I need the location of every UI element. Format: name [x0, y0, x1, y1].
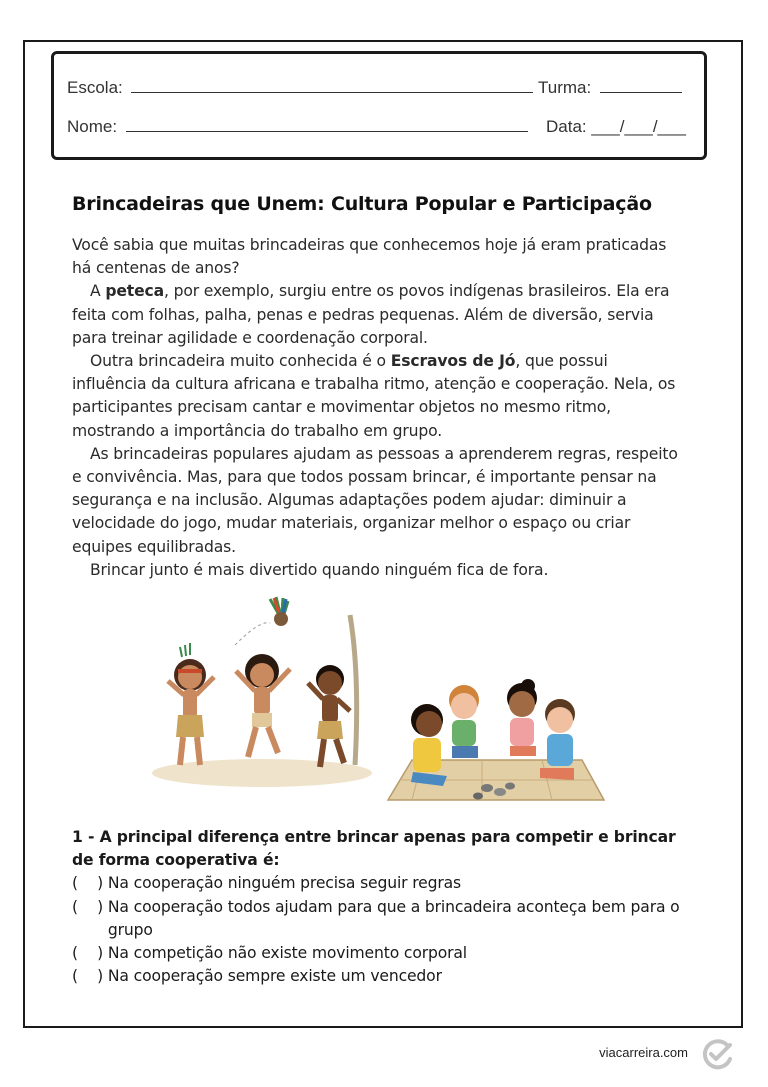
option-c[interactable] [72, 942, 682, 965]
paragraph-5: Brincar junto é mais divertido quando ninguém fica de fora. [90, 560, 549, 579]
bold-term-escravos: Escravos de Jó [390, 352, 516, 371]
answer-checkbox[interactable]: ( ) [72, 874, 104, 893]
option-label: Na competição não existe movimento corporal [107, 944, 467, 963]
option-d[interactable] [72, 965, 682, 988]
children-escravos-de-jo-illustration [382, 650, 607, 810]
school-label: Escola: [67, 78, 123, 97]
class-label: Turma: [538, 78, 592, 97]
bold-term-peteca: peteca [105, 282, 164, 301]
school-field [67, 78, 533, 98]
footer-site: viacarreira.com [599, 1045, 688, 1060]
date-field [546, 117, 686, 137]
option-label: Na cooperação sempre existe um vencedor [107, 967, 442, 986]
date-label: Data: [546, 117, 587, 136]
answer-checkbox[interactable]: ( ) [72, 944, 104, 963]
school-line [131, 78, 533, 93]
page-title: Brincadeiras que Unem: Cultura Popular e Participação [72, 193, 652, 215]
date-placeholder: ___/___/___ [591, 117, 686, 136]
answer-checkbox[interactable]: ( ) [72, 897, 104, 916]
paragraph-3: Outra brincadeira muito conhecida é o Escravos de Jó, que possui influência da cultura africana e trabalha ritmo, atenção e cooperação. Nela, os participantes precisam cantar e movimentar objetos no mesmo ritmo, mostrando a importância do trabalho em grupo. [72, 352, 676, 440]
question-1 [72, 826, 682, 988]
option-a[interactable] [72, 872, 682, 895]
name-field [67, 117, 528, 137]
question-title: 1 - A principal diferença entre brincar apenas para competir e brincar de forma cooperativa é: [72, 828, 676, 870]
option-label: Na cooperação ninguém precisa seguir regras [107, 874, 461, 893]
name-label: Nome: [67, 117, 118, 136]
paragraph-2: A peteca, por exemplo, surgiu entre os povos indígenas brasileiros. Ela era feita com folhas, palha, penas e pedras pequenas. Além de diversão, servia para treinar agilidade e coordenação corporal. [72, 282, 670, 347]
name-line [126, 117, 528, 132]
option-b[interactable] [72, 896, 682, 942]
indigenous-children-peteca-illustration [150, 595, 375, 790]
class-field [538, 78, 682, 98]
paragraph-1: Você sabia que muitas brincadeiras que conhecemos hoje já eram praticadas há centenas de anos? [72, 236, 667, 278]
reading-text [72, 234, 682, 582]
paragraph-4: As brincadeiras populares ajudam as pessoas a aprenderem regras, respeito e convivência. Mas, para que todos possam brincar, é importante pensar na segurança e na inclusão. Algumas adaptações podem ajudar: diminuir a velocidade do jogo, mudar materiais, organizar melhor o espaço ou criar equipes equilibradas. [72, 444, 678, 556]
answer-checkbox[interactable]: ( ) [72, 967, 104, 986]
option-label: Na cooperação todos ajudam para que a brincadeira aconteça bem para o grupo [107, 897, 680, 939]
student-info-box [51, 51, 707, 160]
checkmark-circle-icon [700, 1037, 734, 1071]
class-line [600, 78, 682, 93]
